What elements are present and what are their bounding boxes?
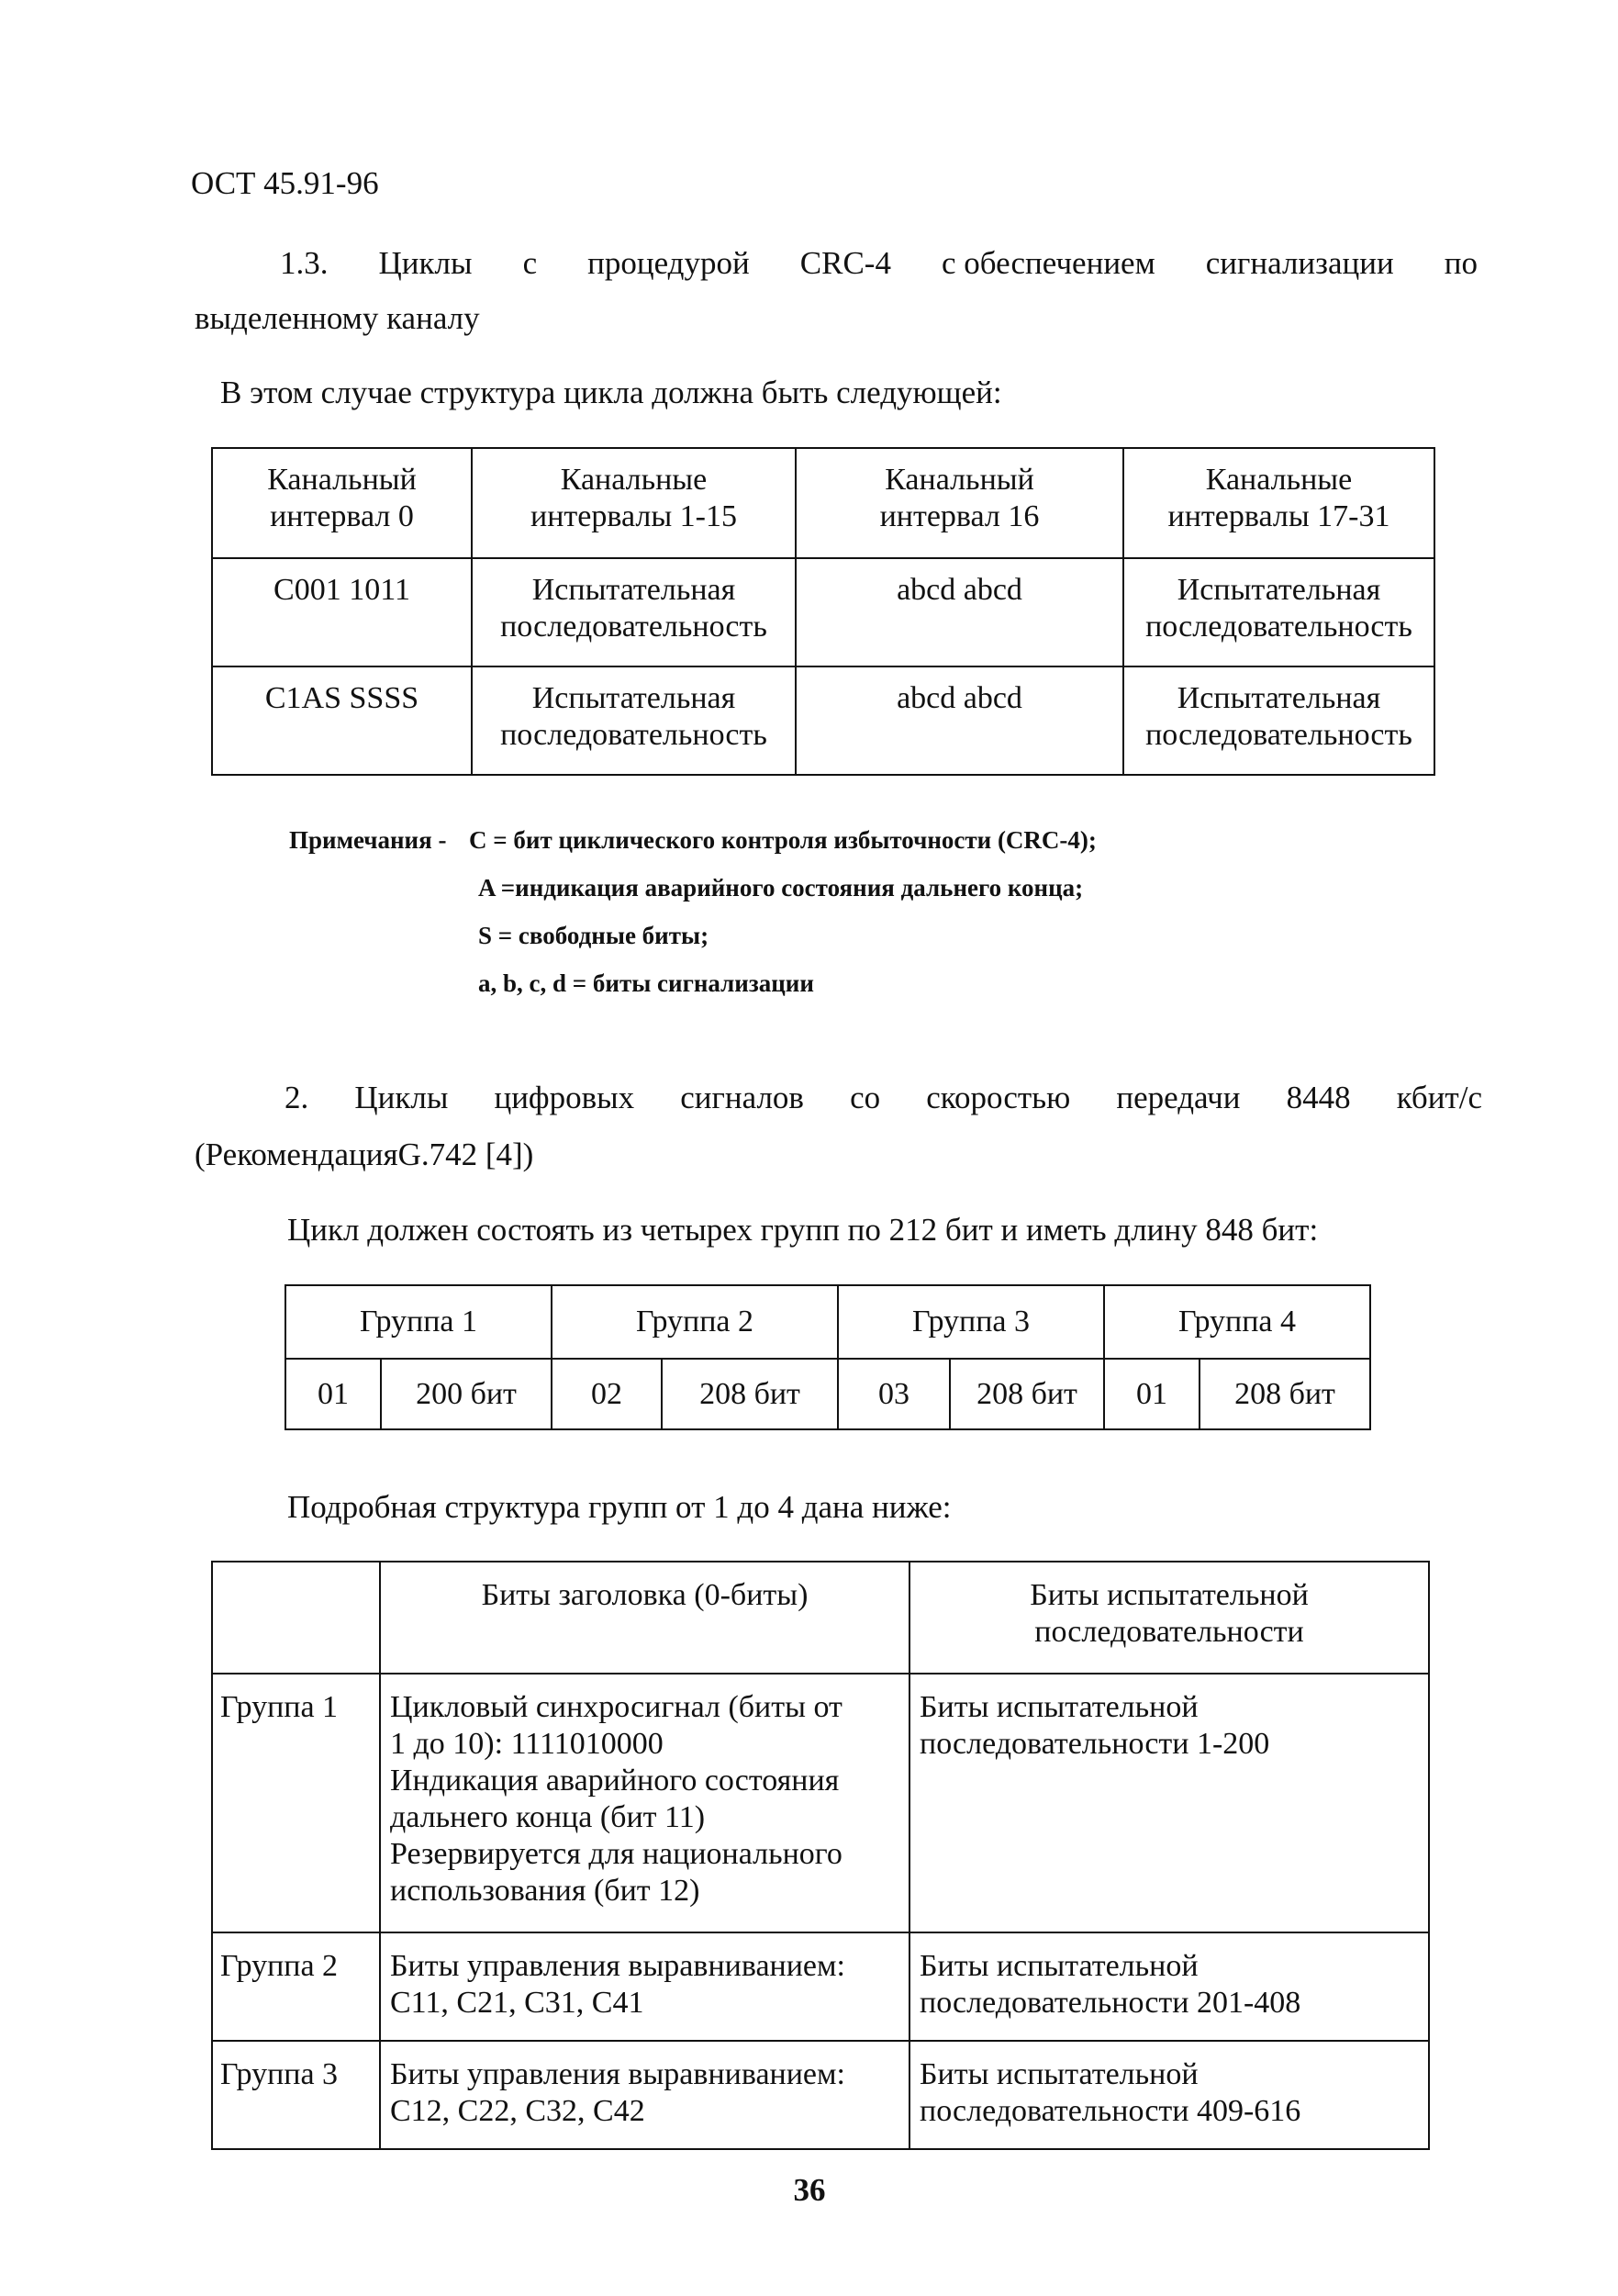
header-cell: Канальный интервал 16 (796, 448, 1123, 558)
section-number: 2. (285, 1080, 309, 1115)
table-cell: Испытательная последовательность (1123, 666, 1434, 775)
table-cell: abcd abcd (796, 558, 1123, 666)
title-word: с (522, 245, 538, 281)
title-word: по (1444, 245, 1478, 281)
title-word: процедурой (587, 245, 750, 281)
table-cell: 208 бит (662, 1359, 838, 1429)
test-bits-cell: Биты испытательной последовательности 201-408 (909, 1932, 1429, 2041)
title-word: CRC-4 (799, 245, 891, 281)
heading-word: передачи (1116, 1080, 1241, 1115)
section-1-3-heading (280, 243, 1478, 284)
page-number: 36 (793, 2172, 826, 2208)
groups-table (285, 1284, 1371, 1430)
title-word: сигнализации (1205, 245, 1394, 281)
title-word: с обеспечением (941, 245, 1155, 281)
heading-word: со (850, 1080, 881, 1115)
group-detail-table (211, 1561, 1430, 2150)
group-header: Группа 4 (1104, 1285, 1370, 1359)
note-item: C = бит циклического контроля избыточности (CRC-4); (469, 826, 1097, 854)
heading-word: скоростью (926, 1080, 1071, 1115)
group-label: Группа 3 (212, 2041, 380, 2149)
section-2-heading (285, 1078, 1482, 1118)
table-cell: C001 1011 (212, 558, 472, 666)
table-cell: abcd abcd (796, 666, 1123, 775)
header-bits-cell: Биты управления выравниванием: C12, C22, C32, C42 (380, 2041, 909, 2149)
table-header-row (285, 1285, 1370, 1359)
group-label: Группа 2 (212, 1932, 380, 2041)
table3-intro: Подробная структура групп от 1 до 4 дана ниже: (287, 1489, 952, 1525)
header-bits-cell: Цикловый синхросигнал (биты от 1 до 10): 1111010000 Индикация аварийного состояния дальнего конца (бит 11) Резервируется для национального использования (бит 12) (380, 1674, 909, 1932)
table-row (285, 1359, 1370, 1429)
table-row (212, 558, 1434, 666)
header-cell: Канальные интервалы 17-31 (1123, 448, 1434, 558)
table-cell: Испытательная последовательность (472, 666, 796, 775)
group-label: Группа 1 (212, 1674, 380, 1932)
group-header: Группа 1 (285, 1285, 552, 1359)
note-item: a, b, c, d = биты сигнализации (478, 969, 814, 997)
header-cell: Биты заголовка (0-биты) (380, 1562, 909, 1674)
heading-word: сигналов (680, 1080, 804, 1115)
heading-word: кбит/с (1396, 1080, 1482, 1115)
table-cell: 01 (1104, 1359, 1200, 1429)
header-cell: Канальные интервалы 1-15 (472, 448, 796, 558)
table-row (212, 2041, 1429, 2149)
section-2-heading-line2: (РекомендацияG.742 [4]) (195, 1137, 534, 1172)
header-cell: Канальный интервал 0 (212, 448, 472, 558)
table-cell: Испытательная последовательность (1123, 558, 1434, 666)
note-item: S = свободные биты; (478, 922, 709, 949)
table-cell: 02 (552, 1359, 662, 1429)
table-cell: 03 (838, 1359, 950, 1429)
heading-word: Циклы (354, 1080, 449, 1115)
header-cell: Биты испытательной последовательности (909, 1562, 1429, 1674)
header-bits-cell: Биты управления выравниванием: C11, C21, C31, C41 (380, 1932, 909, 2041)
table-cell: 200 бит (381, 1359, 552, 1429)
test-bits-cell: Биты испытательной последовательности 409-616 (909, 2041, 1429, 2149)
table-row (212, 1674, 1429, 1932)
table-cell: 01 (285, 1359, 381, 1429)
notes-label: Примечания - (289, 826, 447, 854)
section-number: 1.3. (280, 245, 329, 281)
note-item: A =индикация аварийного состояния дальнего конца; (478, 874, 1084, 902)
table1-intro: В этом случае структура цикла должна быть следующей: (220, 375, 1002, 410)
table-row (212, 666, 1434, 775)
heading-word: цифровых (494, 1080, 635, 1115)
group-header: Группа 2 (552, 1285, 838, 1359)
group-header: Группа 3 (838, 1285, 1104, 1359)
header-cell (212, 1562, 380, 1674)
frame-structure-table (211, 447, 1435, 776)
table-cell: Испытательная последовательность (472, 558, 796, 666)
table2-intro: Цикл должен состоять из четырех групп по 212 бит и иметь длину 848 бит: (287, 1212, 1319, 1248)
table-cell: 208 бит (950, 1359, 1104, 1429)
table-cell: 208 бит (1200, 1359, 1370, 1429)
table-cell: C1AS SSSS (212, 666, 472, 775)
test-bits-cell: Биты испытательной последовательности 1-200 (909, 1674, 1429, 1932)
table-header-row (212, 1562, 1429, 1674)
title-word: Циклы (378, 245, 473, 281)
table-header-row (212, 448, 1434, 558)
table-row (212, 1932, 1429, 2041)
section-1-3-heading-line2: выделенному каналу (195, 300, 480, 336)
standard-code: ОСТ 45.91-96 (191, 165, 379, 201)
heading-word: 8448 (1286, 1080, 1351, 1115)
